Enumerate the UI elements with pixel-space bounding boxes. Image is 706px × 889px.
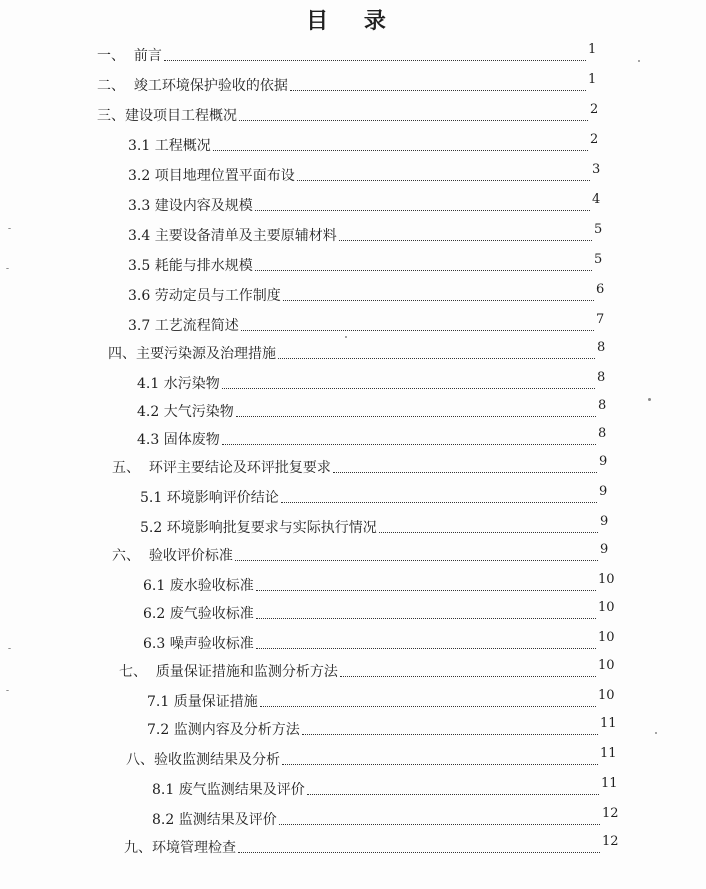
toc-entry-number: 一、 — [97, 48, 134, 64]
toc-entry-label: 废气监测结果及评价 — [178, 782, 305, 798]
toc-entry[interactable] — [147, 718, 618, 740]
toc-entry[interactable] — [137, 428, 616, 450]
toc-entry-page-number: 11 — [601, 776, 618, 791]
dot-leader — [222, 444, 596, 445]
dot-leader — [255, 270, 592, 271]
dot-leader — [302, 734, 598, 735]
toc-entry-page-number: 12 — [602, 834, 619, 849]
scan-speck — [648, 398, 651, 401]
toc-entry[interactable] — [128, 224, 612, 246]
toc-entry-number: 七、 — [119, 664, 156, 680]
dot-leader — [236, 416, 596, 417]
dot-leader — [283, 300, 594, 301]
toc-entry-page-number: 4 — [592, 192, 601, 207]
toc-entry-label: 主要污染源及治理措施 — [136, 346, 276, 362]
toc-entry-number: 8.1 — [152, 782, 179, 798]
dot-leader — [307, 794, 599, 795]
toc-entry[interactable] — [128, 314, 614, 336]
dot-leader — [290, 90, 586, 91]
toc-entry-number: 五、 — [112, 460, 149, 476]
toc-entry[interactable] — [112, 544, 618, 566]
toc-entry-number: 5.1 — [140, 490, 167, 506]
toc-entry-page-number: 1 — [588, 72, 597, 87]
scan-speck — [638, 60, 640, 62]
toc-entry-number: 六、 — [112, 548, 149, 564]
scan-speck — [8, 648, 11, 649]
toc-entry[interactable] — [128, 194, 610, 216]
toc-entry[interactable] — [128, 254, 612, 276]
dot-leader — [255, 210, 590, 211]
toc-entry-number: 3.6 — [128, 288, 155, 304]
toc-entry[interactable] — [97, 104, 608, 126]
toc-entry-page-number: 8 — [597, 370, 606, 385]
toc-entry-label: 耗能与排水规模 — [154, 258, 253, 274]
toc-entry-page-number: 8 — [597, 340, 606, 355]
toc-entry-page-number: 12 — [602, 806, 619, 821]
toc-entry-label: 前言 — [133, 48, 162, 64]
toc-entry-number: 4.2 — [137, 404, 164, 420]
dot-leader — [278, 358, 595, 359]
toc-entry-page-number: 3 — [592, 162, 601, 177]
toc-entry-label: 质量保证措施和监测分析方法 — [155, 664, 338, 680]
toc-entry[interactable] — [143, 632, 616, 654]
toc-entry-page-number: 1 — [588, 42, 597, 57]
toc-entry-label: 废气验收标准 — [169, 606, 254, 622]
toc-entry[interactable] — [152, 778, 619, 800]
toc-entry-number: 6.2 — [143, 606, 170, 622]
toc-entry-page-number: 8 — [598, 398, 607, 413]
page-title: 目 录 — [306, 8, 400, 34]
dot-leader — [238, 852, 600, 853]
toc-entry-label: 废水验收标准 — [169, 578, 254, 594]
dot-leader — [241, 330, 594, 331]
dot-leader — [260, 706, 596, 707]
toc-entry[interactable] — [143, 574, 616, 596]
scan-speck — [8, 228, 11, 229]
toc-entry-label: 监测结果及评价 — [178, 812, 277, 828]
toc-entry-page-number: 9 — [600, 542, 609, 557]
toc-entry[interactable] — [128, 134, 608, 156]
toc-entry-page-number: 10 — [598, 688, 615, 703]
toc-entry-number: 7.1 — [147, 694, 174, 710]
toc-entry-page-number: 8 — [598, 426, 607, 441]
toc-entry[interactable] — [97, 74, 606, 96]
toc-entry-page-number: 7 — [596, 312, 605, 327]
toc-entry-number: 3.4 — [128, 228, 155, 244]
dot-leader — [339, 240, 592, 241]
toc-entry-label: 质量保证措施 — [173, 694, 258, 710]
scan-speck — [6, 690, 9, 691]
toc-entry-label: 水污染物 — [163, 376, 220, 392]
toc-entry-label: 监测内容及分析方法 — [173, 722, 300, 738]
toc-entry[interactable] — [124, 836, 620, 858]
toc-entry-page-number: 11 — [600, 746, 617, 761]
toc-entry-number: 八、 — [126, 752, 154, 768]
toc-entry-label: 工程概况 — [154, 138, 211, 154]
toc-entry-label: 工艺流程简述 — [154, 318, 239, 334]
toc-entry-label: 竣工环境保护验收的依据 — [133, 78, 288, 94]
toc-entry-page-number: 5 — [594, 222, 603, 237]
toc-entry[interactable] — [147, 690, 616, 712]
toc-entry-page-number: 10 — [598, 630, 615, 645]
dot-leader — [235, 560, 598, 561]
scan-speck — [345, 336, 347, 338]
toc-entry-number: 3.1 — [128, 138, 155, 154]
toc-entry[interactable] — [126, 748, 618, 770]
toc-entry-label: 劳动定员与工作制度 — [154, 288, 281, 304]
dot-leader — [297, 180, 590, 181]
toc-entry-number: 4.3 — [137, 432, 164, 448]
toc-entry[interactable] — [97, 44, 606, 66]
toc-entry-number: 九、 — [124, 840, 152, 856]
toc-entry-number: 6.1 — [143, 578, 170, 594]
toc-entry-label: 噪声验收标准 — [169, 636, 254, 652]
toc-entry-page-number: 9 — [599, 484, 608, 499]
toc-entry-number: 3.5 — [128, 258, 155, 274]
toc-entry[interactable] — [137, 400, 616, 422]
dot-leader — [282, 764, 598, 765]
toc-entry[interactable] — [128, 164, 610, 186]
dot-leader — [333, 472, 597, 473]
toc-entry-label: 验收监测结果及分析 — [154, 752, 280, 768]
dot-leader — [256, 648, 596, 649]
dot-leader — [222, 388, 595, 389]
dot-leader — [281, 502, 597, 503]
dot-leader — [379, 532, 598, 533]
toc-entry[interactable] — [128, 284, 614, 306]
dot-leader — [256, 590, 596, 591]
scan-speck — [6, 268, 9, 269]
toc-entry-number: 3.3 — [128, 198, 155, 214]
toc-entry-label: 建设项目工程概况 — [125, 108, 237, 124]
toc-entry-label: 环境管理检查 — [152, 840, 236, 856]
toc-entry-number: 3.7 — [128, 318, 155, 334]
toc-entry-number: 四、 — [108, 346, 136, 362]
toc-entry-label: 项目地理位置平面布设 — [154, 168, 295, 184]
toc-entry[interactable] — [143, 602, 616, 624]
toc-entry[interactable] — [137, 372, 615, 394]
dot-leader — [340, 676, 596, 677]
toc-entry-page-number: 5 — [594, 252, 603, 267]
toc-entry-page-number: 9 — [600, 514, 609, 529]
toc-entry-page-number: 11 — [600, 716, 617, 731]
toc-entry-label: 建设内容及规模 — [154, 198, 253, 214]
dot-leader — [213, 150, 588, 151]
toc-entry-label: 主要设备清单及主要原辅材料 — [154, 228, 337, 244]
toc-entry-page-number: 10 — [598, 572, 615, 587]
toc-entry-number: 5.2 — [140, 520, 167, 536]
dot-leader — [164, 60, 586, 61]
dot-leader — [279, 824, 600, 825]
toc-entry-page-number: 10 — [598, 600, 615, 615]
toc-entry[interactable] — [119, 660, 616, 682]
toc-entry-label: 大气污染物 — [163, 404, 234, 420]
toc-entry-number: 三、 — [97, 108, 125, 124]
toc-entry[interactable] — [152, 808, 620, 830]
toc-entry[interactable] — [140, 486, 617, 508]
toc-entry-number: 6.3 — [143, 636, 170, 652]
toc-entry-number: 8.2 — [152, 812, 179, 828]
dot-leader — [256, 618, 596, 619]
toc-entry-number: 7.2 — [147, 722, 174, 738]
toc-entry-label: 验收评价标准 — [148, 548, 233, 564]
toc-entry-page-number: 10 — [598, 658, 615, 673]
toc-entry-page-number: 6 — [596, 282, 605, 297]
toc-entry-page-number: 2 — [590, 132, 599, 147]
toc-entry-label: 固体废物 — [163, 432, 220, 448]
toc-entry-label: 环境影响评价结论 — [166, 490, 279, 506]
toc-entry[interactable] — [140, 516, 618, 538]
dot-leader — [239, 120, 588, 121]
toc-entry-page-number: 9 — [599, 454, 608, 469]
toc-entry-number: 3.2 — [128, 168, 155, 184]
toc-entry[interactable] — [108, 342, 615, 364]
scan-speck — [655, 732, 657, 734]
toc-entry[interactable] — [112, 456, 617, 478]
toc-entry-label: 环评主要结论及环评批复要求 — [148, 460, 331, 476]
toc-entry-number: 二、 — [97, 78, 134, 94]
toc-entry-page-number: 2 — [590, 102, 599, 117]
toc-entry-number: 4.1 — [137, 376, 164, 392]
toc-entry-label: 环境影响批复要求与实际执行情况 — [166, 520, 377, 536]
